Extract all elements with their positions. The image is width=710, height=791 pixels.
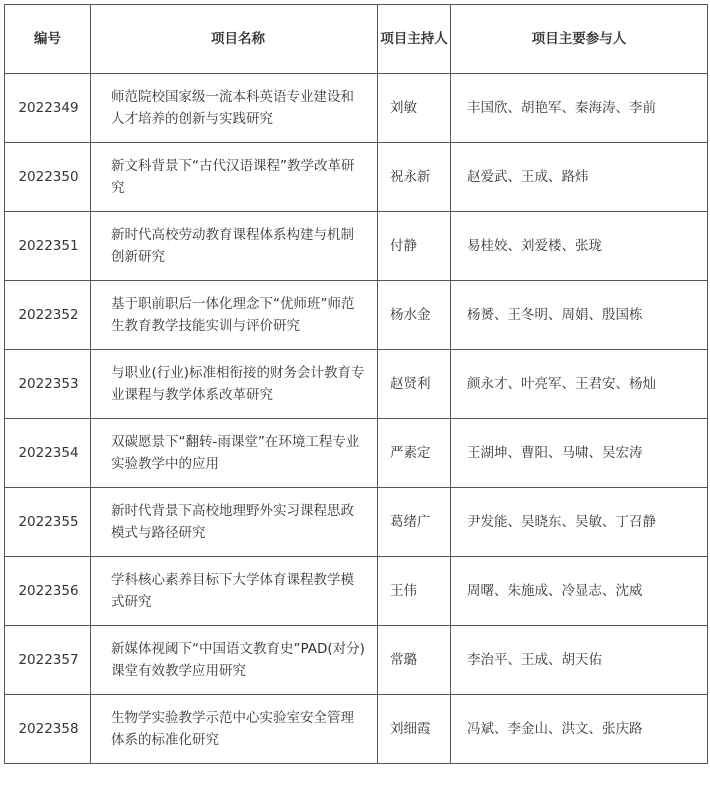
cell-host: 严素定	[378, 419, 451, 488]
cell-host: 常璐	[378, 626, 451, 695]
table-row	[5, 695, 708, 764]
header-name: 项目名称	[91, 5, 378, 74]
table-row	[5, 350, 708, 419]
cell-id: 2022358	[5, 695, 91, 764]
project-table	[4, 4, 708, 764]
table-body	[5, 74, 708, 764]
cell-id: 2022356	[5, 557, 91, 626]
cell-members: 杨赟、王冬明、周娟、殷国栋	[451, 281, 708, 350]
cell-members: 王湖坤、曹阳、马啸、吴宏涛	[451, 419, 708, 488]
cell-members: 赵爱武、王成、路炜	[451, 143, 708, 212]
cell-name: 与职业(行业)标准相衔接的财务会计教育专业课程与教学体系改革研究	[91, 350, 378, 419]
cell-members: 周曙、朱施成、冷显志、沈威	[451, 557, 708, 626]
table-row	[5, 143, 708, 212]
cell-members: 颜永才、叶亮军、王君安、杨灿	[451, 350, 708, 419]
cell-name: 双碳愿景下“翻转-雨课堂”在环境工程专业实验教学中的应用	[91, 419, 378, 488]
table-row	[5, 626, 708, 695]
cell-host: 刘细霞	[378, 695, 451, 764]
cell-host: 王伟	[378, 557, 451, 626]
cell-name: 基于职前职后一体化理念下“优师班”师范生教育教学技能实训与评价研究	[91, 281, 378, 350]
table-row	[5, 74, 708, 143]
cell-id: 2022354	[5, 419, 91, 488]
cell-name: 新时代高校劳动教育课程体系构建与机制创新研究	[91, 212, 378, 281]
header-host: 项目主持人	[378, 5, 451, 74]
header-members: 项目主要参与人	[451, 5, 708, 74]
table-row	[5, 557, 708, 626]
cell-id: 2022352	[5, 281, 91, 350]
cell-host: 刘敏	[378, 74, 451, 143]
cell-id: 2022351	[5, 212, 91, 281]
cell-id: 2022357	[5, 626, 91, 695]
table-header	[5, 5, 708, 74]
cell-id: 2022349	[5, 74, 91, 143]
header-id: 编号	[5, 5, 91, 74]
cell-host: 杨水金	[378, 281, 451, 350]
cell-members: 冯斌、李金山、洪文、张庆路	[451, 695, 708, 764]
cell-id: 2022355	[5, 488, 91, 557]
cell-name: 新媒体视阈下“中国语文教育史”PAD(对分)课堂有效教学应用研究	[91, 626, 378, 695]
cell-members: 李治平、王成、胡天佑	[451, 626, 708, 695]
cell-id: 2022350	[5, 143, 91, 212]
cell-host: 祝永新	[378, 143, 451, 212]
cell-name: 学科核心素养目标下大学体育课程教学模式研究	[91, 557, 378, 626]
header-row	[5, 5, 708, 74]
cell-members: 易桂姣、刘爱楼、张珑	[451, 212, 708, 281]
cell-members: 丰国欣、胡艳军、秦海涛、李前	[451, 74, 708, 143]
table-row	[5, 419, 708, 488]
cell-host: 付静	[378, 212, 451, 281]
cell-name: 生物学实验教学示范中心实验室安全管理体系的标准化研究	[91, 695, 378, 764]
table-row	[5, 281, 708, 350]
cell-id: 2022353	[5, 350, 91, 419]
cell-name: 师范院校国家级一流本科英语专业建设和人才培养的创新与实践研究	[91, 74, 378, 143]
cell-host: 葛绪广	[378, 488, 451, 557]
cell-name: 新文科背景下“古代汉语课程”教学改革研究	[91, 143, 378, 212]
table-row	[5, 212, 708, 281]
table-row	[5, 488, 708, 557]
cell-members: 尹发能、吴晓东、吴敏、丁召静	[451, 488, 708, 557]
cell-host: 赵贤利	[378, 350, 451, 419]
cell-name: 新时代背景下高校地理野外实习课程思政模式与路径研究	[91, 488, 378, 557]
